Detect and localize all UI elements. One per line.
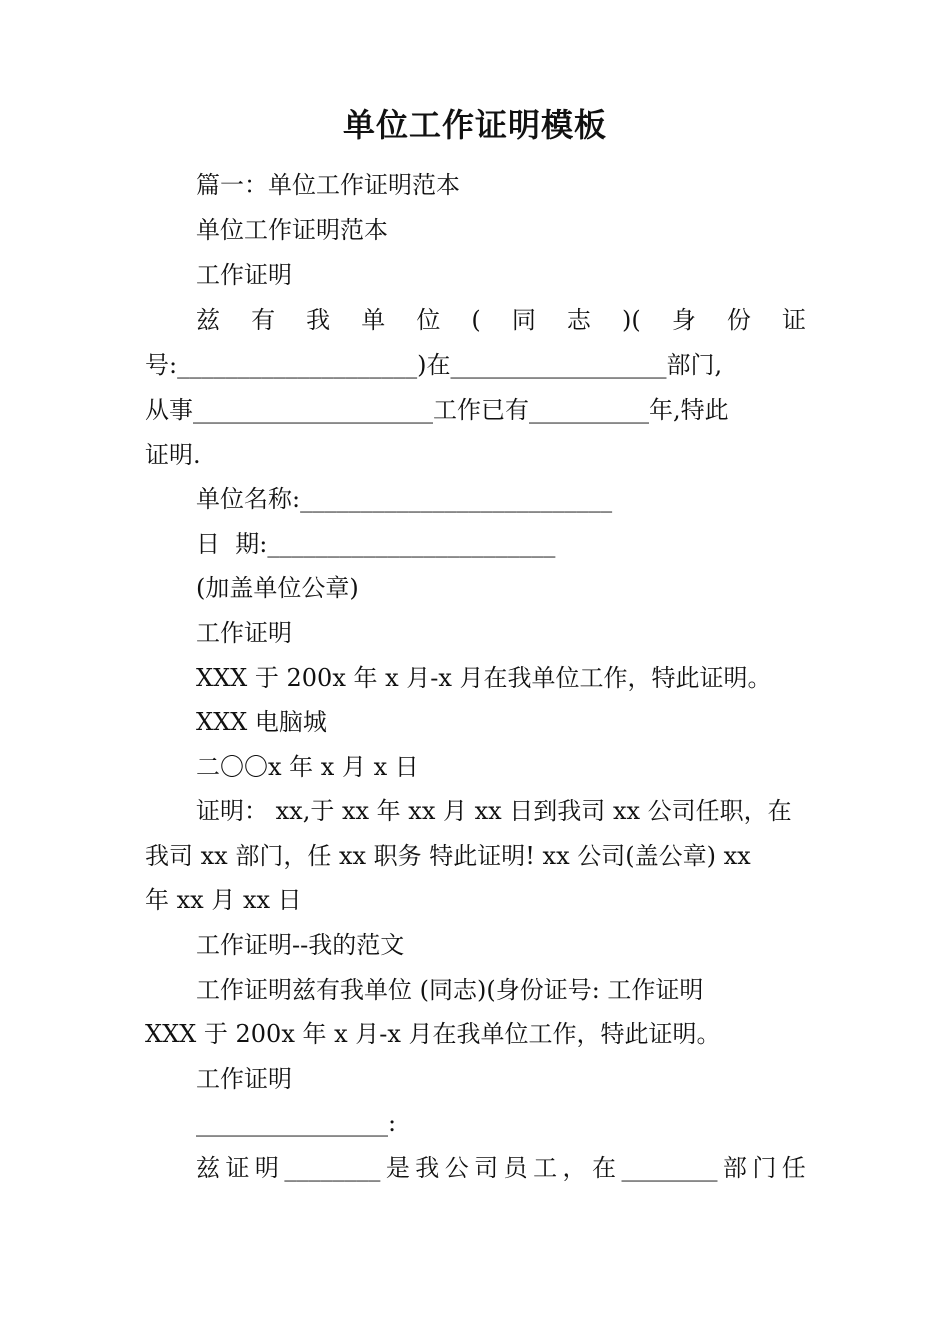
- justified-line: 兹 有 我 单 位 ( 同 志 )( 身 份 证: [196, 306, 806, 334]
- paragraph-line: 二〇〇x 年 x 月 x 日: [196, 753, 419, 781]
- paragraph-line: XXX 电脑城: [196, 708, 327, 736]
- paragraph-line: 从事____________________工作已有__________年,特此: [145, 396, 729, 424]
- paragraph-line: 证明.: [145, 441, 201, 469]
- paragraph-line: 证明： xx,于 xx 年 xx 月 xx 日到我司 xx 公司任职，在: [196, 797, 792, 825]
- seal-note: (加盖单位公章): [196, 574, 359, 602]
- paragraph-line: XXX 于 200x 年 x 月-x 月在我单位工作，特此证明。: [145, 1020, 721, 1048]
- paragraph-label: 工作证明: [196, 261, 292, 289]
- document-title: 单位工作证明模板: [342, 106, 607, 144]
- paragraph-heading-1: 篇一：单位工作证明范本: [196, 171, 460, 199]
- paragraph-heading-2: 工作证明--我的范文: [196, 931, 405, 959]
- date-field: 日 期:________________________: [196, 530, 556, 558]
- paragraph-label: 工作证明: [196, 619, 292, 647]
- addressee-line: ________________:: [196, 1109, 397, 1137]
- paragraph-line: XXX 于 200x 年 x 月-x 月在我单位工作，特此证明。: [196, 664, 772, 692]
- paragraph-line: 工作证明兹有我单位 (同志)(身份证号: 工作证明: [196, 976, 704, 1004]
- justified-line: 兹 证 明 ________ 是 我 公 司 员 工 ， 在 ________ 部 门 任: [196, 1154, 806, 1182]
- paragraph-line: 我司 xx 部门，任 xx 职务 特此证明! xx 公司(盖公章) xx: [145, 842, 751, 870]
- paragraph-line: 年 xx 月 xx 日: [145, 886, 302, 914]
- paragraph-label: 工作证明: [196, 1065, 292, 1093]
- paragraph-subheading: 单位工作证明范本: [196, 216, 388, 244]
- paragraph-line: 号:____________________)在__________________部门,: [145, 351, 723, 379]
- org-name-field: 单位名称:__________________________: [196, 485, 613, 513]
